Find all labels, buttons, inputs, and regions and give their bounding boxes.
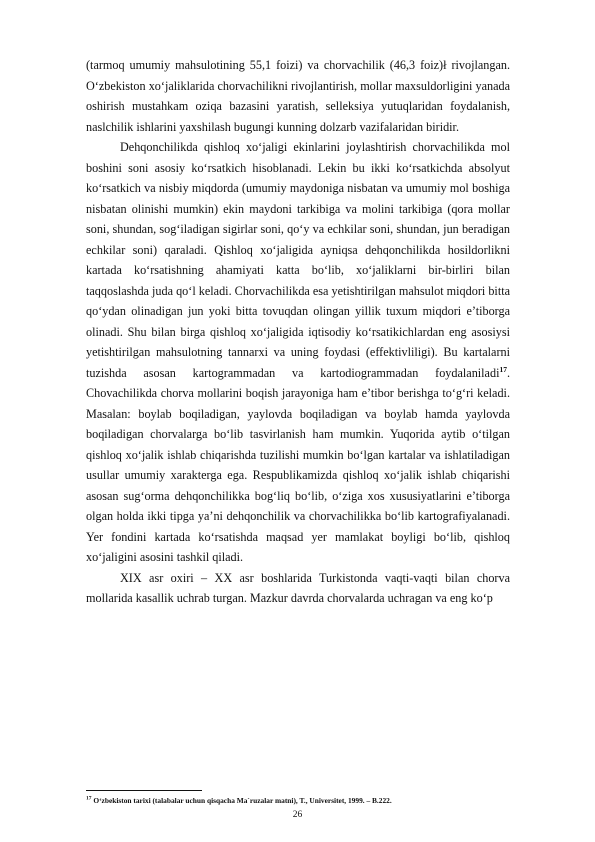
footnote — [86, 796, 516, 805]
footnote-number: 17 — [86, 795, 92, 802]
paragraph-2 — [86, 137, 510, 568]
page-number: 26 — [292, 810, 303, 820]
footnote-reference[interactable]: 17 — [499, 364, 507, 374]
paragraph-2-text-b: . Chovachilikda chorva mollarini boqish jarayoniga ham e’tibor berishga to‘g‘ri keladi. Masalan: boylab boqiladigan, yaylovda boqiladigan va boylab hamda yaylovda boqiladigan chorvalarga bo‘lib tasvirlanish ham mumkin. Yuqorida aytib o‘tilgan qishloq xo‘jalik ishlab chiqarishda tuzilishi mumkin bo‘lgan kartalar va ishlatiladigan usullar umumiy xarakterga ega. Respublikamizda qishloq xo‘jalik ishlab chiqarishi asosan sug‘orma dehqonchilikka bog‘liq bo‘lib, o‘ziga xos xususiyatlarini e’tiborga olgan holda ikki tipga ya’ni dehqonchilik va chorvachilikka bo‘lib kartografiyalanadi. Yer fondini kartada ko‘rsatishda maqsad yer mamlakat boyligi bo‘lib, qishloq xo‘jaligini asosini tashkil qiladi. — [86, 365, 510, 564]
page-body — [86, 55, 510, 609]
footnote-text: O‘zbekiston tarixi (talabalar uchun qisqacha Ma`ruzalar matni), T., Universitet, 1999. – B.222. — [91, 796, 392, 805]
paragraph-1: (tarmoq umumiy mahsulotining 55,1 foizi) va chorvachilik (46,3 foiz)ł rivojlangan. O‘zbekiston xo‘jaliklarida chorvachilikni rivojlantirish, mollar maxsuldorligini yanada oshirish mustahkam oziqa bazasini yaratish, selleksiya yutuqlaridan foydalanish, naslchilik ishlarini yaxshilash bugungi kunning dolzarb vazifalaridan biridir. — [86, 58, 510, 134]
paragraph-3: XIX asr oxiri – XX asr boshlarida Turkistonda vaqti-vaqti bilan chorva mollarida kasallik uchrab turgan. Mazkur davrda chorvalarda uchragan va eng ko‘p — [86, 570, 510, 605]
footnote-separator — [86, 790, 202, 791]
paragraph-2-text-a: Dehqonchilikda qishloq xo‘jaligi ekinlarini joylashtirish chorvachilikda mol boshini soni asosiy ko‘rsatkich hisoblanadi. Lekin bu ikki ko‘rsatkichda absolyut ko‘rsatkich va nisbiy miqdorda (umumiy maydoniga nisbatan va umumiy mol boshiga nisbatan olinishi mumkin) ekin maydoni tarkibiga va molini tarkibiga (qora mollar soni, shundan, sog‘iladigan sigirlar soni, qo‘y va echkilar soni, shundan, jun beradigan echkilar soni) qaraladi. Qishloq xo‘jaligida ayniqsa dehqonchilikda hosildorlikni kartada ko‘rsatishning ahamiyati katta bo‘lib, xo‘jaliklarni bir-birliri bilan taqqoslashda juda qo‘l keladi. Chorvachilikda esa yetishtirilgan mahsulot miqdori bitta qo‘ydan olinadigan jun yoki bitta tovuqdan olingan yillik tuxum miqdori e’tiborga olinadi. Shu bilan birga qishloq xo‘jaligida iqtisodiy ko‘rsatikichlardan eng asosiysi yetishtirilgan mahsulotning tannarxi va uning foydasi (effektivliligi). Bu kartalarni tuzishda asosan kartogrammadan va kartodiogrammadan foydalaniladi — [86, 140, 510, 380]
